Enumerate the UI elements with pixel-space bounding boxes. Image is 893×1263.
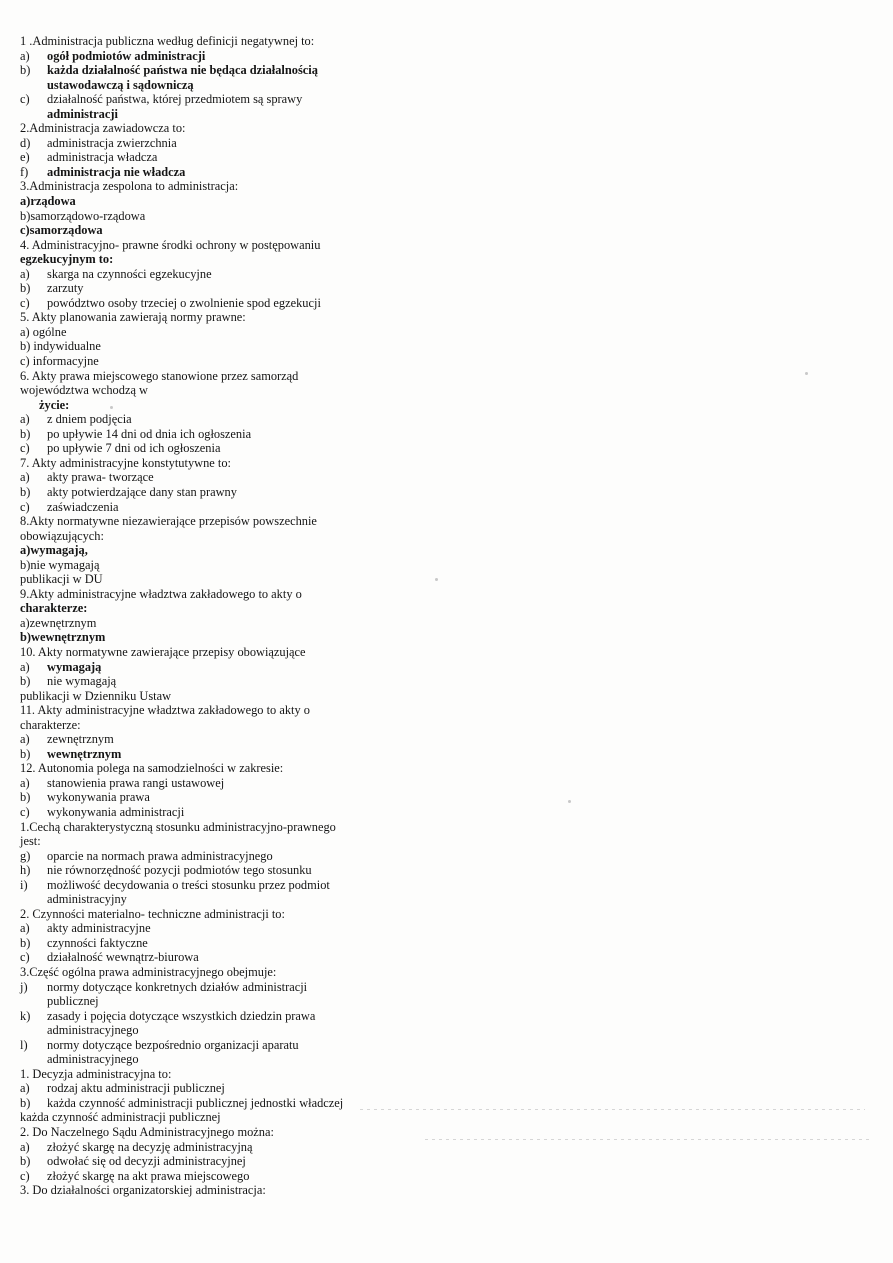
option-marker: b): [20, 1154, 31, 1169]
line-text: a)zewnętrznym: [20, 615, 97, 630]
line-text: wymagają: [47, 659, 102, 674]
option-marker: c): [20, 441, 30, 456]
question-line: [20, 514, 870, 529]
line-text: administracyjnego: [47, 1023, 139, 1038]
line-text: 11. Akty administracyjne władztwa zakładowego to akty o: [20, 703, 310, 718]
option-marker: b): [20, 674, 31, 689]
option-marker: c): [20, 804, 30, 819]
option-marker: b): [20, 63, 31, 78]
question-line: [20, 820, 870, 835]
line-text: 7. Akty administracyjne konstytutywne to:: [20, 455, 231, 470]
scan-speck: [435, 578, 438, 581]
option-marker: b): [20, 790, 31, 805]
question-line: [20, 252, 870, 267]
option-marker: c): [20, 499, 30, 514]
line-text: wykonywania prawa: [47, 790, 150, 805]
line-text: a) ogólne: [20, 324, 67, 339]
question-line: [20, 543, 870, 558]
option-marker: k): [20, 1008, 31, 1023]
option-marker: b): [20, 426, 31, 441]
option-marker: a): [20, 48, 30, 63]
question-line: [20, 558, 870, 573]
answer-option: [20, 136, 870, 151]
answer-option: [20, 150, 870, 165]
line-text: 1 .Administracja publiczna według definicji negatywnej to:: [20, 34, 315, 48]
option-marker: b): [20, 935, 31, 950]
line-text: odwołać się od decyzji administracyjnej: [47, 1154, 246, 1169]
line-text: 9.Akty administracyjne władztwa zakładowego to akty o: [20, 586, 302, 601]
line-text: 2.Administracja zawiadowcza to:: [20, 121, 186, 136]
option-marker: b): [20, 281, 31, 296]
question-line: [20, 689, 870, 704]
line-text: b)wewnętrznym: [20, 630, 106, 645]
answer-option: [20, 805, 870, 820]
line-text: b) indywidualne: [20, 339, 101, 354]
answer-option: [20, 950, 870, 965]
line-text: stanowienia prawa rangi ustawowej: [47, 775, 225, 790]
line-text: oparcie na normach prawa administracyjnego: [47, 848, 273, 863]
line-text: po upływie 7 dni od ich ogłoszenia: [47, 441, 221, 456]
answer-option: [20, 441, 870, 456]
option-marker: a): [20, 1081, 30, 1096]
question-line: [20, 383, 870, 398]
line-text: b)nie wymagają: [20, 557, 100, 572]
line-text: 3. Do działalności organizatorskiej administracja:: [20, 1183, 266, 1198]
question-line: [20, 587, 870, 602]
line-text: złożyć skargę na decyzję administracyjną: [47, 1139, 253, 1154]
line-text: nie równorzędność pozycji podmiotów tego stosunku: [47, 863, 312, 878]
line-text: administracja zwierzchnia: [47, 135, 177, 150]
answer-option: [20, 980, 870, 995]
line-text: administracyjny: [47, 892, 127, 907]
scan-speck: [568, 800, 571, 803]
scan-line: [425, 1139, 870, 1140]
question-line: [20, 1183, 870, 1198]
line-text: 10. Akty normatywne zawierające przepisy obowiązujące: [20, 644, 306, 659]
option-marker: d): [20, 135, 31, 150]
line-text: b)samorządowo-rządowa: [20, 208, 146, 223]
line-text: rodzaj aktu administracji publicznej: [47, 1081, 225, 1096]
line-text: c) informacyjne: [20, 354, 99, 369]
option-marker: c): [20, 92, 30, 107]
answer-option: [20, 776, 870, 791]
line-text: obowiązujących:: [20, 528, 104, 543]
line-text: a)rządowa: [20, 194, 76, 209]
line-text: 2. Czynności materialno- techniczne administracji to:: [20, 906, 285, 921]
option-marker: j): [20, 979, 28, 994]
line-text: administracja nie władcza: [47, 164, 186, 179]
answer-option: [20, 1081, 870, 1096]
line-text: 3.Administracja zespolona to administracja:: [20, 179, 239, 194]
question-line: [20, 907, 870, 922]
option-marker: c): [20, 1168, 30, 1183]
option-marker: a): [20, 266, 30, 281]
question-line: [20, 601, 870, 616]
answer-option: [20, 1140, 870, 1155]
line-text: normy dotyczące bezpośrednio organizacji aparatu: [47, 1037, 299, 1052]
answer-option: [20, 849, 870, 864]
question-line: [20, 223, 870, 238]
answer-option: [20, 878, 870, 893]
line-text: zarzuty: [47, 281, 84, 296]
option-marker: a): [20, 1139, 30, 1154]
question-line: [20, 310, 870, 325]
question-line: [20, 572, 870, 587]
answer-option: [20, 267, 870, 282]
line-text: 8.Akty normatywne niezawierające przepisów powszechnie: [20, 514, 317, 529]
document-page: [20, 34, 870, 1198]
line-text: charakterze:: [20, 601, 88, 616]
option-marker: c): [20, 950, 30, 965]
answer-option: [20, 936, 870, 951]
line-text: 2. Do Naczelnego Sądu Administracyjnego można:: [20, 1125, 274, 1140]
option-marker: b): [20, 1095, 31, 1110]
option-marker: f): [20, 164, 29, 179]
scan-speck: [110, 406, 113, 409]
question-line: [20, 1110, 870, 1125]
line-text: jest:: [20, 834, 41, 849]
question-line: [20, 325, 870, 340]
answer-option: [20, 281, 870, 296]
answer-option: [20, 1154, 870, 1169]
line-text: zewnętrznym: [47, 732, 114, 747]
line-text: po upływie 14 dni od dnia ich ogłoszenia: [47, 426, 252, 441]
answer-option: [20, 92, 870, 107]
question-line: [20, 238, 870, 253]
line-text: czynności faktyczne: [47, 935, 148, 950]
line-text: egzekucyjnym to:: [20, 252, 114, 267]
line-text: zasady i pojęcia dotyczące wszystkich dziedzin prawa: [47, 1008, 316, 1023]
continuation-line: [20, 1023, 870, 1038]
answer-option: [20, 921, 870, 936]
line-text: z dniem podjęcia: [47, 412, 132, 427]
question-line: [20, 456, 870, 471]
answer-option: [20, 1009, 870, 1024]
question-line: [20, 718, 870, 733]
answer-option: [20, 296, 870, 311]
question-line: [20, 339, 870, 354]
answer-option: [20, 165, 870, 180]
option-marker: a): [20, 659, 30, 674]
line-text: skarga na czynności egzekucyjne: [47, 266, 212, 281]
answer-option: [20, 500, 870, 515]
line-text: 4. Administracyjno- prawne środki ochrony w postępowaniu: [20, 237, 321, 252]
continuation-line: [20, 892, 870, 907]
line-text: c)samorządowa: [20, 223, 103, 238]
line-text: życie:: [39, 397, 70, 412]
line-text: charakterze:: [20, 717, 81, 732]
question-line: [20, 354, 870, 369]
line-text: działalność wewnątrz-biurowa: [47, 950, 199, 965]
line-text: powództwo osoby trzeciej o zwolnienie spod egzekucji: [47, 295, 321, 310]
line-text: normy dotyczące konkretnych działów administracji: [47, 979, 308, 994]
answer-option: [20, 660, 870, 675]
answer-option: [20, 412, 870, 427]
option-marker: b): [20, 484, 31, 499]
line-text: akty potwierdzające dany stan prawny: [47, 484, 237, 499]
continuation-line: [20, 398, 870, 413]
line-text: publikacji w DU: [20, 572, 103, 587]
line-text: administracji: [47, 106, 118, 121]
option-marker: g): [20, 848, 31, 863]
option-marker: a): [20, 921, 30, 936]
question-line: [20, 121, 870, 136]
line-text: zaświadczenia: [47, 499, 119, 514]
question-line: [20, 209, 870, 224]
scan-line: [360, 1109, 865, 1110]
line-text: wykonywania administracji: [47, 804, 185, 819]
answer-option: [20, 1169, 870, 1184]
line-text: każda czynność administracji publicznej jednostki władczej: [47, 1095, 344, 1110]
continuation-line: [20, 994, 870, 1009]
answer-option: [20, 863, 870, 878]
line-text: złożyć skargę na akt prawa miejscowego: [47, 1168, 250, 1183]
option-marker: a): [20, 412, 30, 427]
option-marker: l): [20, 1037, 28, 1052]
line-text: 6. Akty prawa miejscowego stanowione przez samorząd: [20, 368, 299, 383]
answer-option: [20, 1038, 870, 1053]
line-text: możliwość decydowania o treści stosunku przez podmiot: [47, 877, 330, 892]
option-marker: a): [20, 470, 30, 485]
line-text: publicznej: [47, 994, 99, 1009]
line-text: akty administracyjne: [47, 921, 151, 936]
line-text: 5. Akty planowania zawierają normy prawne:: [20, 310, 246, 325]
scan-speck: [805, 372, 808, 375]
question-line: [20, 645, 870, 660]
question-line: [20, 1067, 870, 1082]
line-text: ogół podmiotów administracji: [47, 48, 206, 63]
line-text: 1.Cechą charakterystyczną stosunku administracyjno-prawnego: [20, 819, 336, 834]
answer-option: [20, 674, 870, 689]
line-text: akty prawa- tworzące: [47, 470, 154, 485]
option-marker: a): [20, 775, 30, 790]
line-text: nie wymagają: [47, 674, 117, 689]
option-marker: e): [20, 150, 30, 165]
line-text: każda działalność państwa nie będąca działalnością: [47, 63, 318, 78]
line-text: a)wymagają,: [20, 543, 88, 558]
question-line: [20, 194, 870, 209]
answer-option: [20, 49, 870, 64]
continuation-line: [20, 1052, 870, 1067]
line-text: każda czynność administracji publicznej: [20, 1110, 221, 1125]
question-line: [20, 529, 870, 544]
answer-option: [20, 485, 870, 500]
continuation-line: [20, 78, 870, 93]
question-line: [20, 616, 870, 631]
line-text: publikacji w Dzienniku Ustaw: [20, 688, 172, 703]
option-marker: h): [20, 863, 31, 878]
line-text: 12. Autonomia polega na samodzielności w zakresie:: [20, 761, 284, 776]
line-text: ustawodawczą i sądowniczą: [47, 77, 194, 92]
answer-option: [20, 790, 870, 805]
option-marker: c): [20, 295, 30, 310]
line-text: 3.Część ogólna prawa administracyjnego obejmuje:: [20, 965, 277, 979]
line-text: działalność państwa, której przedmiotem są sprawy: [47, 92, 303, 107]
question-line: [20, 703, 870, 718]
answer-option: [20, 470, 870, 485]
option-marker: a): [20, 732, 30, 747]
question-line: [20, 34, 870, 49]
line-text: administracyjnego: [47, 1052, 139, 1067]
question-line: [20, 1125, 870, 1140]
question-line: [20, 369, 870, 384]
line-text: województwa wchodzą w: [20, 383, 148, 398]
question-line: [20, 965, 870, 980]
answer-option: [20, 63, 870, 78]
answer-option: [20, 427, 870, 442]
line-text: 1. Decyzja administracyjna to:: [20, 1066, 172, 1081]
line-text: administracja władcza: [47, 150, 158, 165]
question-line: [20, 834, 870, 849]
answer-option: [20, 732, 870, 747]
line-text: wewnętrznym: [47, 746, 122, 761]
question-line: [20, 630, 870, 645]
question-line: [20, 179, 870, 194]
question-line: [20, 761, 870, 776]
answer-option: [20, 747, 870, 762]
option-marker: i): [20, 877, 28, 892]
option-marker: b): [20, 746, 31, 761]
continuation-line: [20, 107, 870, 122]
